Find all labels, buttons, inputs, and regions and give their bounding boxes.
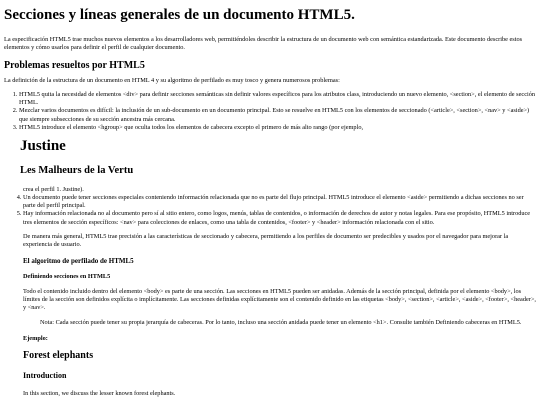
problems-list-continued — [4, 194, 536, 227]
list-item: 3. HTML5 introduce el elemento <hgroup> que oculta todos los elementos de cabecera excepto el primero de más alto rango (por ejemplo, — [19, 124, 536, 132]
summary-paragraph: De manera más general, HTML5 trae precisión a las características de seccionado y cabecera, permitiendo a los perfiles de documento ser predecibles y usados por el navegador para mejorar la experiencia de usuario. — [23, 232, 509, 248]
problems-intro: La definición de la estructura de un documento en HTML 4 y su algoritmo de perfilado es muy tosco y genera numerosos problemas: — [4, 76, 340, 84]
intro-paragraph: La especificación HTML5 trae muchos nuevos elementos a los desarrolladores web, permitiéndoles describir la estructura de un documento web con semántica estandarizada. Este documento describe estos elementos y cómo usarlos para definir el perfil de cualquier documento. — [4, 35, 523, 51]
list-item: 2. Mezclar varios documentos es difícil: la inclusión de un sub-documento en un documento principal. Esto se resuelve en HTML5 con los elementos de seccionado (<article>, <section>, <nav> y <aside>) que siempre subsecciones de su sección ancestra más cercana. — [19, 107, 536, 123]
list-item: 4. Un documento puede tener secciones especiales conteniendo información relacionada que no es parte del flujo principal. HTML5 introduce el elemento <aside> permitiendo a dichas secciones no ser parte del perfil principal. — [23, 194, 536, 210]
example2-text: In this section, we discuss the lesser known forest elephants. — [23, 389, 176, 397]
page-title: Secciones y líneas generales de un documento HTML5. — [4, 7, 355, 23]
list-item: 1. HTML5 quita la necesidad de elementos <div> para definir secciones semánticas sin definir valores específicos para los atributos class, introduciendo un nuevo elemento, <section>, el elemento de sección HTML. — [19, 91, 536, 107]
example2-subtitle: Introduction — [23, 370, 67, 380]
defining-sections-text: Todo el contenido incluido dentro del elemento <body> es parte de una sección. Las secciones en HTML5 pueden ser anidadas. Además de la sección principal, definida por el elemento <body>, los límites de la sección son definidos explícita o implícitamente. Las secciones definidas explícitamente son el contenido definido en las etiquetas <body>, <section>, <article>, <aside>, <footer>, <header>, y <nav>. — [23, 288, 536, 312]
note-text: Nota: Cada sección puede tener su propia jerarquía de cabeceras. Por lo tanto, incluso una sección anidada puede tener un elemento <h1>. Consulte también Definiendo cabeceras en HTML5. — [40, 318, 522, 326]
example-label: Ejemplo: — [23, 334, 48, 342]
example2-title: Forest elephants — [23, 349, 94, 361]
algorithm-heading: El algoritmo de perfilado de HTML5 — [23, 257, 134, 266]
example-title: Justine — [20, 137, 66, 154]
continuation-text: crea el perfil 1. Justine). — [23, 185, 84, 193]
example-subtitle: Les Malheurs de la Vertu — [20, 164, 134, 176]
problems-list — [4, 91, 536, 132]
defining-sections-heading: Definiendo secciones en HTML5 — [23, 273, 111, 281]
problems-heading: Problemas resueltos por HTML5 — [4, 59, 145, 71]
list-item: 5. Hay información relacionada no al documento pero sí al sitio entero, como logos, menús, tablas de contenidos, o información de derechos de autor y notas legales. Para ese propósito, HTML5 introduce tres elementos de sección específicos: <nav> para colecciones de enlaces, como una tabla de contenidos, <footer> y <header> información relacionada con el sitio. — [23, 210, 536, 226]
